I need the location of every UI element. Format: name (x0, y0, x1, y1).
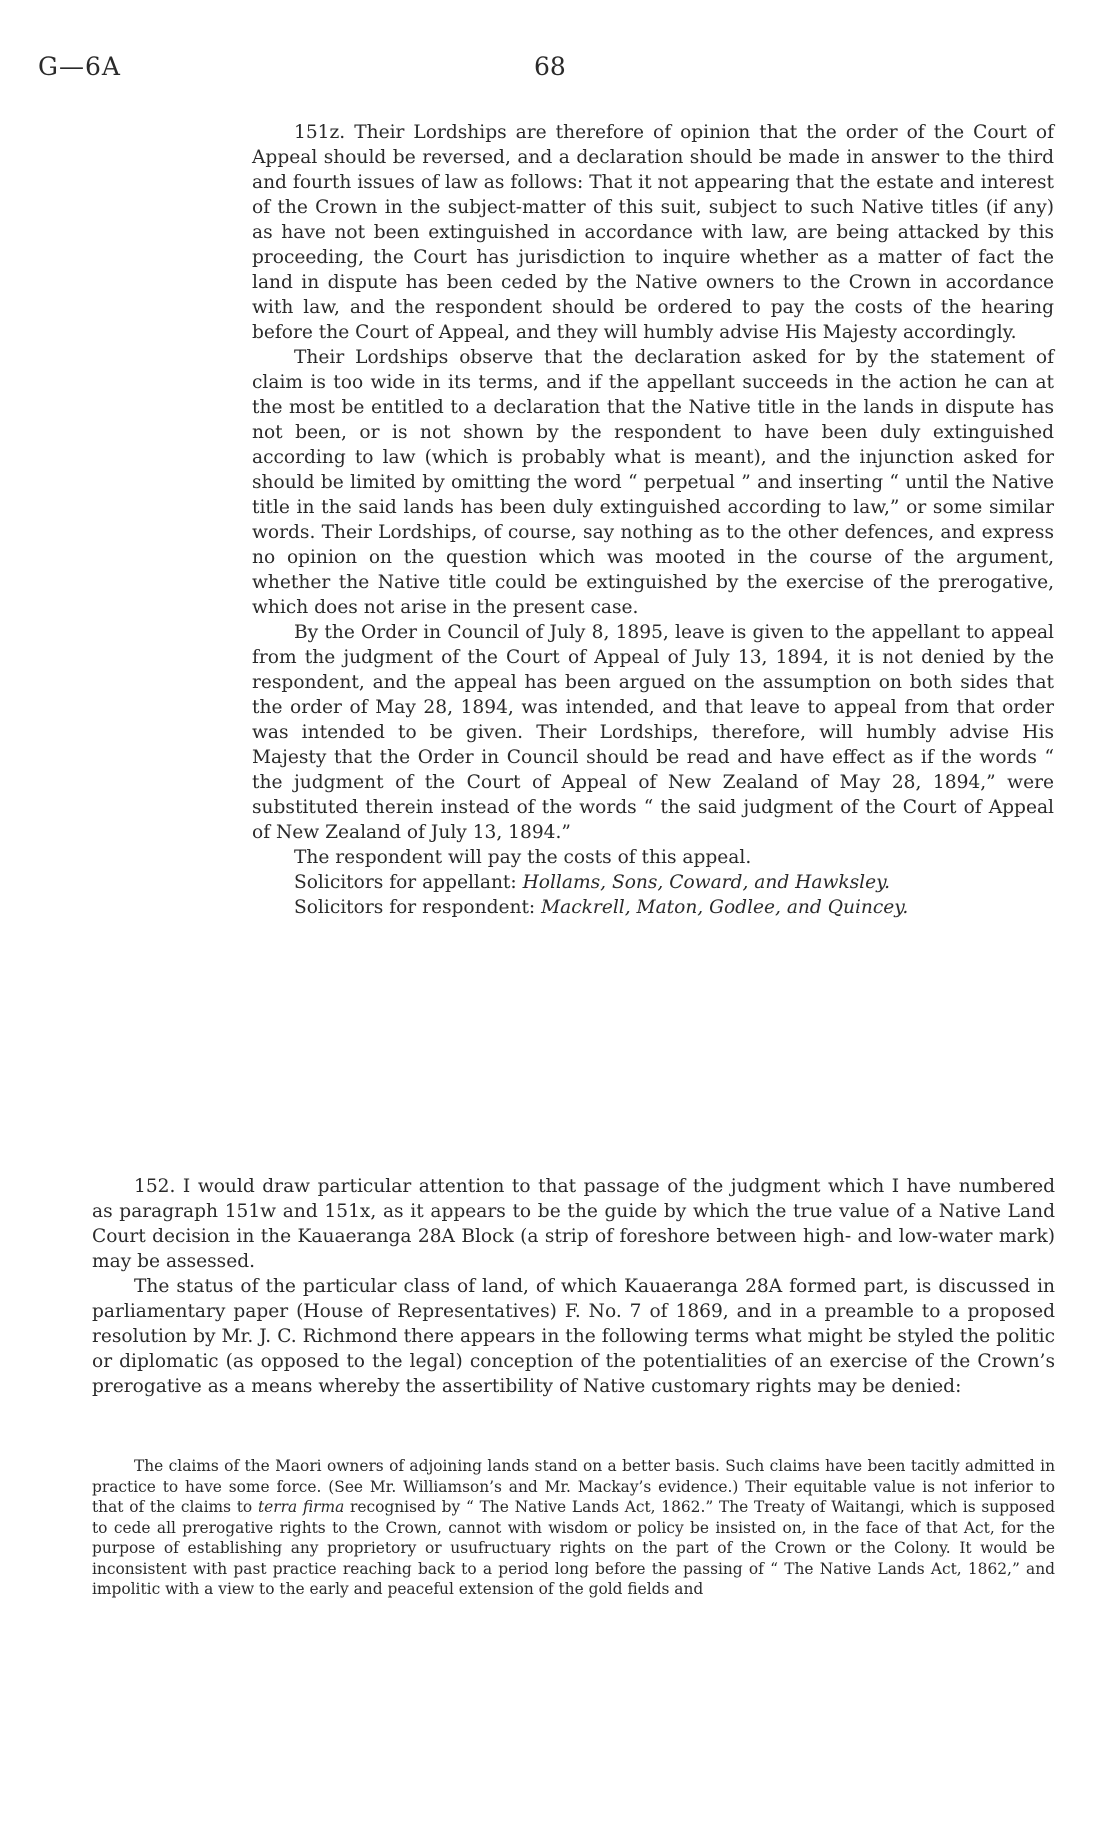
quotation-paragraph (92, 1456, 1055, 1600)
paragraph-151z: 151z. Their Lordships are therefore of opinion that the order of the Court of Appeal should be reversed, and a declaration should be made in answer to the third and fourth issues of law as follows: That it not appearing that the estate and interest of the Crown in the subject-matter of this suit, subject to such Native titles (if any) as have not been extinguished in accordance with law, are being attacked by this proceeding, the Court has jurisdiction to inquire whether as a matter of fact the land in dispute has been ceded by the Native owners to the Crown in accordance with law, and the respondent should be ordered to pay the costs of the hearing before the Court of Appeal, and they will humbly advise His Majesty accordingly. (252, 122, 1054, 343)
paragraph-costs: The respondent will pay the costs of this appeal. (294, 847, 752, 868)
solicitors-appellant-names: Hollams, Sons, Coward, and Hawksley. (522, 872, 891, 893)
solicitors-respondent-names: Mackrell, Maton, Godlee, and Quincey. (541, 897, 909, 918)
document-reference: G—6A (38, 52, 121, 81)
solicitors-appellant-line (252, 870, 1054, 895)
paragraph-152: 152. I would draw particular attention to that passage of the judgment which I have numbered as paragraph 151w and 151x, as it appears to be the guide by which the true value of a Native Land Court decision in the Kauaeranga 28A Block (a strip of foreshore between high- and low-water mark) may be assessed. (92, 1176, 1055, 1272)
paragraph-declaration: Their Lordships observe that the declaration asked for by the statement of claim is too wide in its terms, and if the appellant succeeds in the action he can at the most be entitled to a declaration that the Native title in the lands in dispute has not been, or is not shown by the respondent to have been duly extinguished according to law (which is probably what is meant), and the injunction asked for should be limited by omitting the word “ perpetual ” and inserting “ until the Native title in the said lands has been duly extinguished according to law,” or some similar words. Their Lordships, of course, say nothing as to the other defences, and express no opinion on the question which was mooted in the course of the argument, whether the Native title could be extinguished by the exercise of the prerogative, which does not arise in the present case. (252, 347, 1054, 618)
page-number: 68 (534, 52, 566, 81)
solicitors-respondent-line (252, 895, 1054, 920)
quotation-text-part1: The claims of the Maori owners of adjoining lands stand on a better basis. Such claims have been tacitly admitted in practice to have some force. (See Mr. Williamson’s and Mr. Mackay’s evidence.) Their equitable value is not inferior to that of the claims to (92, 1457, 1055, 1516)
paragraph-status: The status of the particular class of land, of which Kauaeranga 28A formed part, is discussed in parliamentary paper (House of Representatives) F. No. 7 of 1869, and in a preamble to a proposed resolution by Mr. J. C. Richmond there appears in the following terms what might be styled the politic or diplomatic (as opposed to the legal) conception of the potentialities of an exercise of the Crown’s prerogative as a means whereby the assertibility of Native customary rights may be denied: (92, 1276, 1055, 1397)
running-header (38, 52, 1074, 86)
judgment-quotation (252, 120, 1054, 920)
main-text (92, 1174, 1055, 1399)
solicitors-appellant-label: Solicitors for appellant: (294, 872, 517, 893)
parliamentary-paper-quotation (92, 1456, 1055, 1600)
paragraph-order-in-council: By the Order in Council of July 8, 1895, leave is given to the appellant to appeal from the judgment of the Court of Appeal of July 13, 1894, it is not denied by the respondent, and the appeal has been argued on the assumption on both sides that the order of May 28, 1894, was intended, and that leave to appeal from that order was intended to be given. Their Lordships, therefore, will humbly advise His Majesty that the Order in Council should be read and have effect as if the words “ the judgment of the Court of Appeal of New Zealand of May 28, 1894,” were substituted therein instead of the words “ the said judgment of the Court of Appeal of New Zealand of July 13, 1894.” (252, 622, 1054, 843)
quotation-italic-term: terra firma (257, 1498, 345, 1516)
quotation-text-part2: recognised by “ The Native Lands Act, 1862.” The Treaty of Waitangi, which is supposed to cede all prerogative rights to the Crown, cannot with wisdom or policy be insisted on, in the face of that Act, for the purpose of establishing any proprietory or usufructuary rights on the part of the Crown or the Colony. It would be inconsistent with past practice reaching back to a period long before the passing of “ The Native Lands Act, 1862,” and impolitic with a view to the early and peaceful extension of the gold fields and (92, 1498, 1055, 1598)
solicitors-respondent-label: Solicitors for respondent: (294, 897, 536, 918)
